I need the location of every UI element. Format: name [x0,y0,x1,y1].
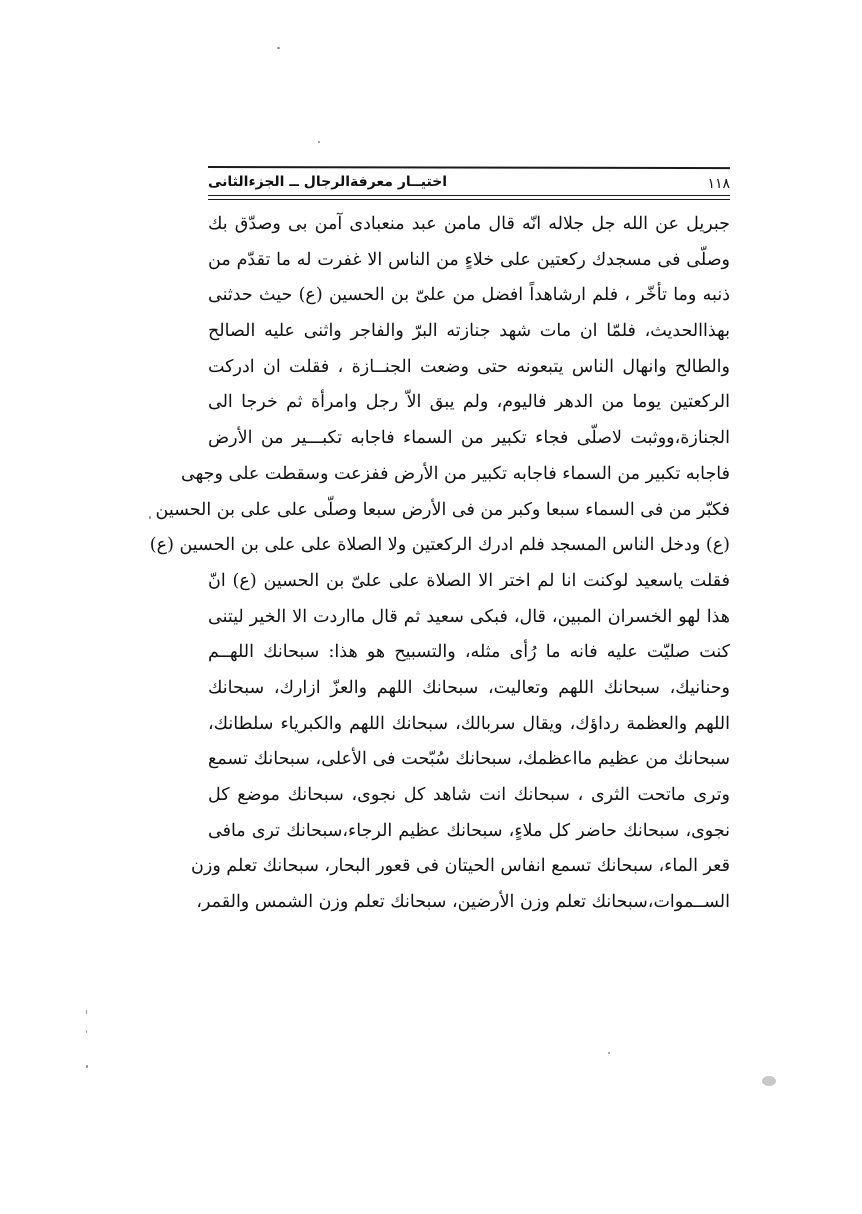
header-top-rule [208,166,730,169]
text-line: والطالح وانهال الناس يتبعونه حتى وضعت الجنــازة ، فقلت ان ادركت [208,356,730,377]
scan-speck [608,1052,610,1054]
text-line: سبحانك من عظيم مااعظمك، سبحانك سُبّحت فى الأعلى، سبحانك تسمع [208,749,730,770]
text-line: وصلّى فى مسجدك ركعتين على خلاءٍ من الناس الا غفرت له ما تقدّم من [208,249,730,270]
scan-speck [277,47,280,49]
running-header-title: اختيــار معرفةالرجال ــ الجزءالثانى [208,174,448,190]
scan-speck [762,1076,776,1086]
scan-speck [318,141,320,143]
text-line: وترى ماتحت الثرى ، سبحانك انت شاهد كل نجوى، سبحانك موضع كل [208,785,730,805]
text-line: وحنانيك، سبحانك اللهم وتعاليت، سبحانك اللهم والعزّ ازارك، سبحانك [208,677,730,698]
text-line: الركعتين يوما من الدهر فاليوم، ولم يبق الاّ رجل وامرأة ثم خرجا الى [208,392,730,413]
text-line: الجنازة،ووثبت لاصلّى فجاء تكبير من السماء فاجابه تكبـــير من الأرض [208,428,730,449]
text-line: نجوى، سبحانك حاضر كل ملاءٍ، سبحانك عظيم الرجاء،سبحانك ترى مافى [208,820,730,841]
header-bottom-rule [208,195,730,200]
text-line: فاجابه تكبير من السماء فاجابه تكبير من الأرض ففزعت وسقطت على وجهى [181,463,730,484]
body-text [149,207,730,921]
text-line: فقلت ياسعيد لوكنت انا لم اختر الا الصلاة على علىّ بن الحسين (ع) انّ [208,570,730,591]
running-header [208,166,730,198]
scan-speck [86,1065,88,1068]
text-line: جبريل عن الله جل جلاله انّه قال مامن عبد منعبادى آمن بى وصدّق بك [208,214,730,234]
page-number: ١١٨ [707,176,730,192]
text-line: كنت صليّت عليه فانه ما رُأى مثله، والتسبيح هو هذا: سبحانك اللهــم [208,642,730,663]
text-line: اللهم والعظمة رداؤك، ويقال سربالك، سبحانك اللهم والكبرياء سلطانك، [208,713,730,734]
scan-speck [86,1030,87,1033]
text-line: الســموات،سبحانك تعلم وزن الأرضين، سبحانك تعلم وزن الشمس والقمر، [196,892,730,913]
text-line: هذا لهو الخسران المبين، قال، فبكى سعيد ثم قال مااردت الا الخير ليتنى [208,606,730,627]
text-line: ذنبه وما تأخّر ، فلم ارشاهداً افضل من علىّ بن الحسين (ع) حيث حدثنى [208,285,730,306]
text-line: فكبّر من فى السماء سبعا وكبر من فى الأرض سبعا وصلّى على على بن الحسين [155,499,730,520]
text-line: (ع) ودخل الناس المسجد فلم ادرك الركعتين ولا الصلاة على على بن الحسين (ع) [149,535,730,556]
text-line: قعر الماء، سبحانك تسمع انفاس الحيتان فى قعور البحار، سبحانك تعلم وزن [191,856,730,877]
scan-speck [86,1010,87,1014]
scan-speck [149,516,151,519]
text-line: بهذاالحديث، فلمّا ان مات شهد جنازته البرّ والفاجر واثنى عليه الصالح [208,321,730,342]
